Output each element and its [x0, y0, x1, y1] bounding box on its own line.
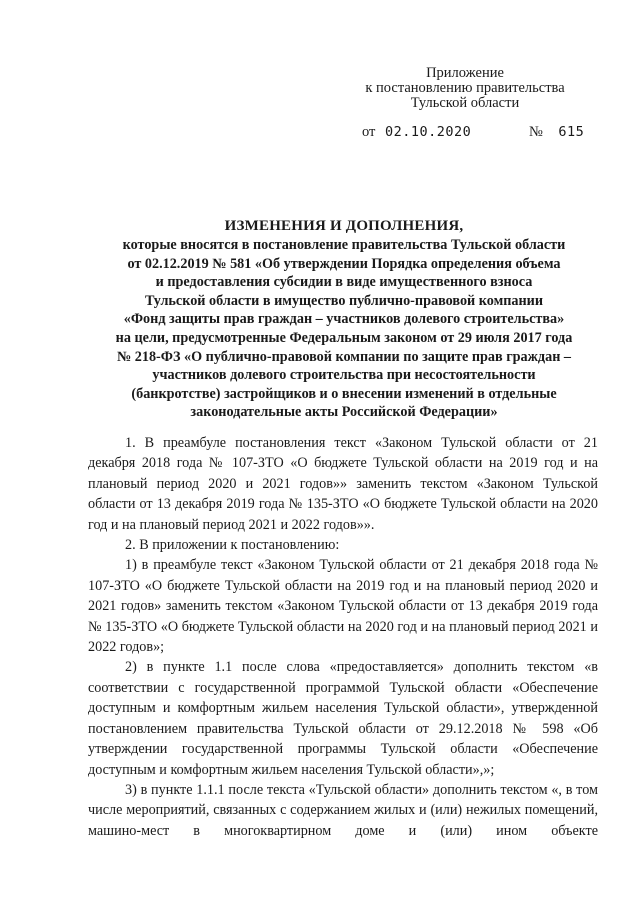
title-line: и предоставления субсидии в виде имущественного взноса — [155, 274, 533, 291]
document-number: 615 — [558, 124, 585, 140]
title-line: Тульской области в имущество публично-правовой компании — [144, 292, 544, 309]
paragraph-4: 2) в пункте 1.1 после слова «предоставляется» дополнить текстом «в соответствии с государственной программой Тульской области «Обеспечение доступным и комфортным жильем населения Тульской области», утвержденной постановлением правительства Тульской области от 29.12.2018 № 598 «Об утверждении государственной программы Тульской области «Обеспечение доступным и комфортным жильем населения Тульской области»,»; — [88, 659, 598, 778]
title-line: № 218-ФЗ «О публично-правовой компании по защите прав граждан – — [116, 348, 572, 365]
annex-resolution-ref: к постановлению правительства — [365, 80, 565, 96]
title-line: на цели, предусмотренные Федеральным законом от 29 июля 2017 года — [115, 329, 573, 346]
title-line: законодательные акты Российской Федерации» — [190, 404, 498, 421]
paragraph-5: 3) в пункте 1.1.1 после текста «Тульской области» дополнить текстом «, в том числе мероприятий, связанных с содержанием жилых и (или) нежилых помещений, машино-мест в многоквартирном доме и (или) ином объекте — [88, 781, 598, 839]
annex-region: Тульской области — [410, 95, 520, 111]
title-line: которые вносятся в постановление правительства Тульской области — [122, 237, 566, 253]
document-title — [90, 216, 598, 422]
paragraph-3: 1) в преамбуле текст «Законом Тульской области от 21 декабря 2018 года № 107-ЗТО «О бюджете Тульской области на 2019 год и на плановый период 2020 и 2021 годов» заменить текстом «Законом Тульской области от 13 декабря 2019 года № 135-ЗТО «О бюджете Тульской области на 2020 год и на плановый период 2021 и 2022 годов»; — [88, 557, 598, 656]
title-line: (банкротстве) застройщиков и о внесении изменений в отдельные — [131, 385, 557, 402]
annex-label: Приложение — [426, 65, 504, 81]
number-sign: № — [528, 124, 543, 140]
paragraph-1: 1. В преамбуле постановления текст «Законом Тульской области от 21 декабря 2018 года № 107-ЗТО «О бюджете Тульской области на 2019 год и на плановый период 2020 и 2021 годов»» заменить текстом «Законом Тульской области от 13 декабря 2019 года № 135-ЗТО «О бюджете Тульской области на 2020 год и на плановый период 2021 и 2022 годов»». — [88, 435, 598, 533]
title-line: «Фонд защиты прав граждан – участников долевого строительства» — [123, 311, 565, 328]
document-number-line — [362, 124, 584, 141]
title-line: участников долевого строительства при несостоятельности — [152, 367, 536, 384]
title-heading: ИЗМЕНЕНИЯ И ДОПОЛНЕНИЯ, — [224, 218, 464, 234]
document-date: 02.10.2020 — [385, 124, 472, 140]
title-line: от 02.12.2019 № 581 «Об утверждении Порядка определения объема — [127, 255, 561, 272]
document-body — [88, 433, 598, 841]
annex-block — [340, 66, 590, 111]
paragraph-2: 2. В приложении к постановлению: — [125, 537, 340, 554]
date-prefix: от — [362, 124, 376, 140]
